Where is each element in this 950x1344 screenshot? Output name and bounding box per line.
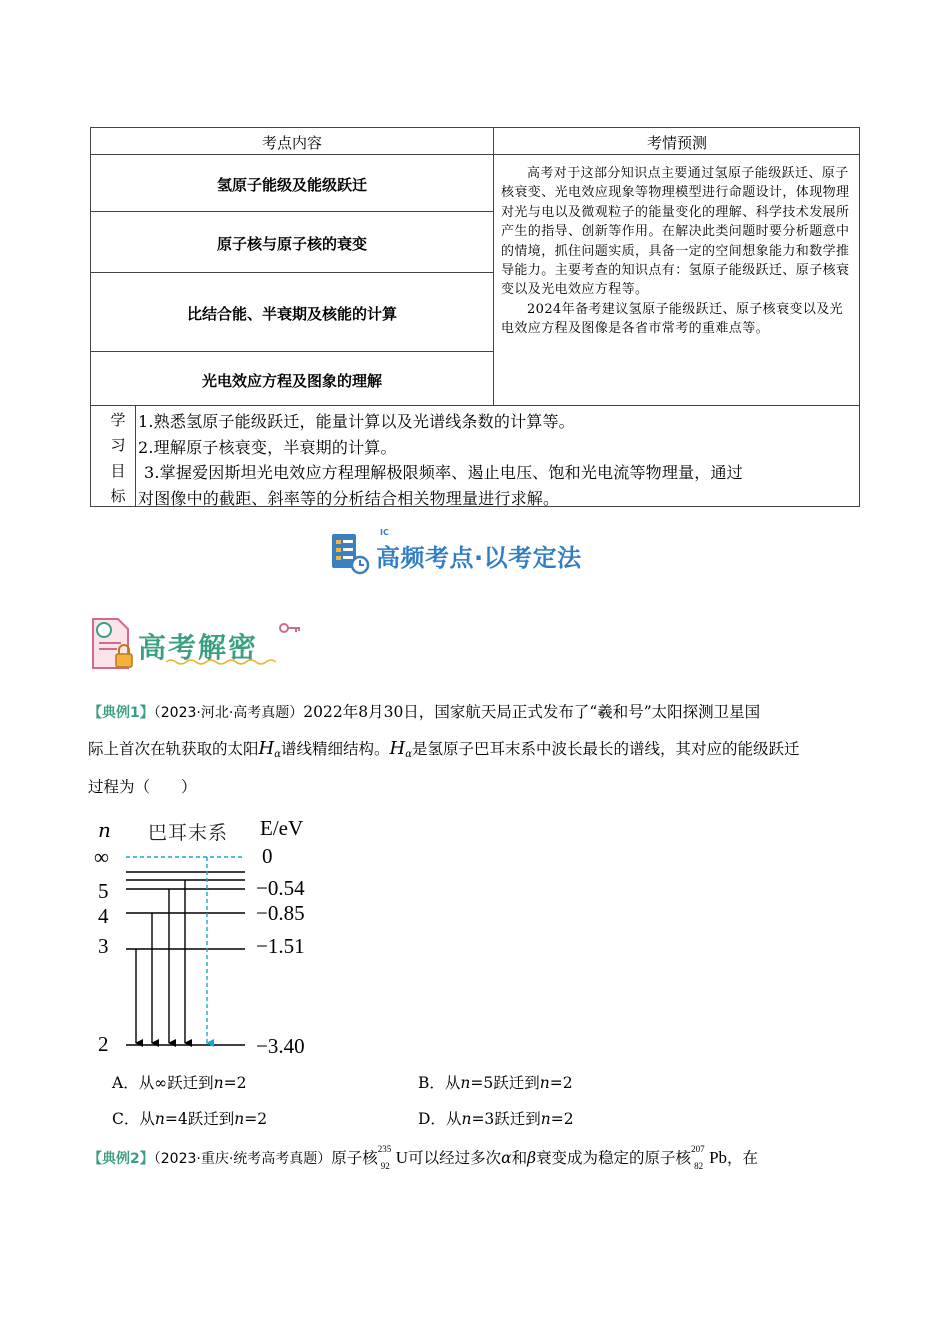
energy-level-diagram <box>90 812 330 1060</box>
option-c-letter: C． <box>112 1110 140 1128</box>
banner-tag: IC <box>380 528 389 537</box>
example2-tag: 【典例2】 <box>88 1151 154 1167</box>
goals-label-4: 标 <box>110 487 126 505</box>
example1-source: （2023·河北·高考真题） <box>153 705 304 721</box>
goal-item-2: 2.理解原子核衰变，半衰期的计算。 <box>138 438 397 457</box>
key-icon <box>278 620 302 636</box>
diagram-n-label: n <box>98 818 111 842</box>
example1-text-2c: 是氢原子巴耳末系中波长最长的谱线，其对应的能级跃迁 <box>411 740 800 758</box>
example1-line3: 过程为（ ） <box>88 778 197 796</box>
level-n-2: 2 <box>98 1032 109 1056</box>
goal-item-4: 对图像中的截距、斜率等的分析结合相关物理量进行求解。 <box>138 489 560 508</box>
header-exam-forecast: 考情预测 <box>646 134 707 152</box>
example1-text-2a: 际上首次在轨获取的太阳 <box>88 740 259 758</box>
example1-line2 <box>88 737 799 760</box>
uranium-nucleus: 235 92 U <box>377 1144 409 1171</box>
section-banner-high-frequency <box>328 530 628 578</box>
level-n-4: 4 <box>98 904 109 928</box>
topic-photoelectric: 光电效应方程及图象的理解 <box>201 372 382 390</box>
option-a[interactable]: A．从∞跃迁到n=2 <box>112 1074 247 1092</box>
example1-tag: 【典例1】 <box>88 705 154 721</box>
banner-high-frequency-title: 高频考点·以考定法 <box>376 544 582 572</box>
level-energy-infinity: 0 <box>262 844 273 868</box>
level-n-infinity: ∞ <box>94 845 109 869</box>
option-d-letter: D． <box>418 1110 446 1128</box>
checklist-clock-icon <box>330 532 374 576</box>
goal-item-1: 1.熟悉氢原子能级跃迁，能量计算以及光谱线条数的计算等。 <box>138 412 575 431</box>
wavy-underline-icon <box>166 658 276 666</box>
topic-hydrogen-levels: 氢原子能级及能级跃迁 <box>216 176 367 194</box>
topic-binding-energy: 比结合能、半衰期及核能的计算 <box>186 305 397 323</box>
option-a-text: 从∞跃迁到 <box>138 1074 214 1092</box>
lead-nucleus: 207 82 Pb <box>691 1144 728 1171</box>
example2-line1: 【典例2】（2023·重庆·统考高考真题）原子核 235 92 U可以经过多次α和β衰变成为稳定的原子核 207 82 Pb，在 <box>88 1144 759 1171</box>
goal-item-3: 3.掌握爱因斯坦光电效应方程理解极限频率、遏止电压、饱和光电流等物理量，通过 <box>144 463 743 482</box>
example1-line1 <box>88 700 760 722</box>
option-a-letter: A． <box>112 1074 139 1092</box>
banner-exam-decode-title: 高考解密 <box>138 631 259 664</box>
example1-text-2b: 谱线精细结构。 <box>280 740 390 758</box>
energy-level-lines <box>90 812 330 1060</box>
level-energy-5: −0.54 <box>256 876 305 900</box>
option-b[interactable]: B．从n=5跃迁到n=2 <box>418 1074 573 1092</box>
h-alpha-symbol-2: $H_\alpha$ <box>389 738 412 760</box>
forecast-paragraph-2: 2024年备考建议氢原子能级跃迁、原子核衰变以及光电效应方程及图像是各省市常考的重难点等。 <box>501 301 844 337</box>
h-alpha-symbol: $H_\alpha$ <box>258 738 281 760</box>
level-n-3: 3 <box>98 934 109 958</box>
goals-label-3: 目 <box>110 462 126 480</box>
forecast-paragraph-1: 高考对于这部分知识点主要通过氢原子能级跃迁、原子核衰变、光电效应现象等物理模型进行命题设计，体现物理对光与电以及微观粒子的能量变化的理解、科学技术发展所产生的指导、创新等作用。在解决此类问题时要分析题意中的情境，抓住问题实质，具备一定的空间想象能力和数学推导能力。主要考查的知识点有：氢原子能级跃迁、原子核衰变以及光电效应方程等。 <box>501 166 850 298</box>
goals-label-1: 学 <box>110 411 126 429</box>
level-energy-4: −0.85 <box>256 901 305 925</box>
level-n-5: 5 <box>98 879 109 903</box>
document-lock-icon <box>90 616 136 672</box>
goals-label-2: 习 <box>110 436 126 454</box>
topic-nuclear-decay: 原子核与原子核的衰变 <box>216 235 367 253</box>
level-energy-3: −1.51 <box>256 934 305 958</box>
option-c[interactable]: C．从n=4跃迁到n=2 <box>112 1110 268 1128</box>
level-energy-2: −3.40 <box>256 1034 305 1058</box>
diagram-energy-axis-label: E/eV <box>260 816 304 840</box>
example2-source: （2023·重庆·统考高考真题） <box>153 1151 332 1167</box>
section-banner-exam-decode <box>90 614 310 674</box>
option-d[interactable]: D．从n=3跃迁到n=2 <box>418 1110 574 1128</box>
example1-text-1: 2022年8月30日，国家航天局正式发布了“羲和号”太阳探测卫星国 <box>303 703 761 721</box>
diagram-series-label: 巴耳末系 <box>148 822 229 844</box>
header-topic-content: 考点内容 <box>261 134 322 152</box>
option-b-letter: B． <box>418 1074 445 1092</box>
forecast-text <box>501 164 851 339</box>
